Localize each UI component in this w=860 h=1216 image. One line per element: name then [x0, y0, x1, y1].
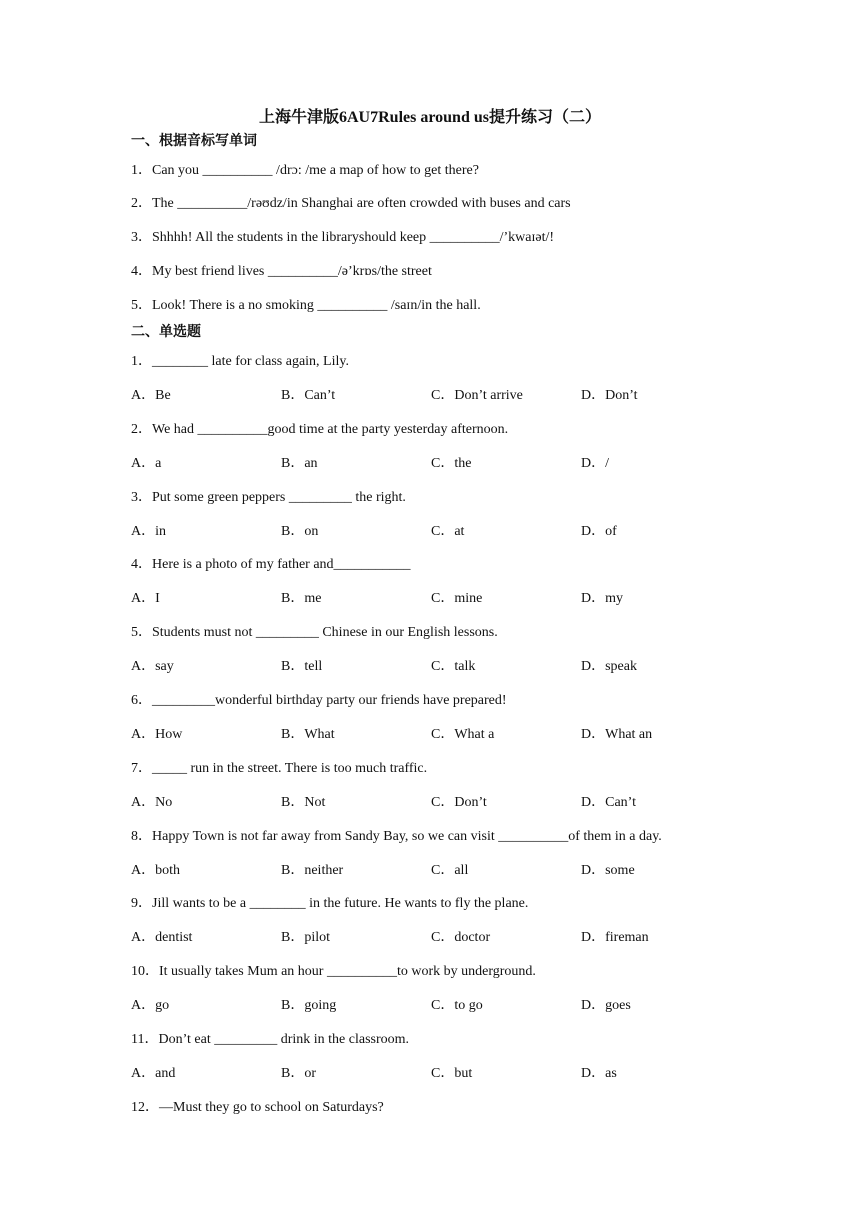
- answer-option: D．Can’t: [581, 794, 636, 810]
- answer-option: D．/: [581, 455, 609, 471]
- answer-option: D．What an: [581, 727, 653, 742]
- phonetic-item-4: 4．My best friend lives __________/ə’krɒs/the street: [131, 264, 432, 279]
- answer-option: B．tell: [281, 659, 323, 675]
- page-title: 上海牛津版6AU7Rules around us提升练习（二）: [259, 109, 601, 126]
- answer-option: B．an: [281, 455, 318, 471]
- answer-option: A．Be: [131, 388, 171, 403]
- answer-option: A．No: [131, 794, 173, 810]
- answer-option: B．Can’t: [281, 388, 336, 403]
- answer-option: D．speak: [581, 659, 637, 675]
- question-text: 8．Happy Town is not far away from Sandy Bay, so we can visit __________of them in a day.: [131, 828, 662, 844]
- question-text: 7．_____ run in the street. There is too much traffic.: [131, 760, 428, 776]
- answer-option: B．me: [281, 591, 322, 607]
- answer-option: C．doctor: [431, 930, 491, 946]
- phonetic-item-3: 3．Shhhh! All the students in the libraryshould keep __________/’kwaɪət/!: [131, 230, 555, 245]
- answer-option: A．dentist: [131, 930, 193, 946]
- answer-option: C．talk: [431, 659, 476, 675]
- answer-option: D．as: [581, 1066, 617, 1081]
- answer-option: C．What a: [431, 727, 495, 742]
- question-text: 9．Jill wants to be a ________ in the future. He wants to fly the plane.: [131, 896, 529, 912]
- question-text: 11．Don’t eat _________ drink in the classroom.: [131, 1032, 410, 1047]
- answer-option: A．go: [131, 998, 170, 1014]
- question-text: 5．Students must not _________ Chinese in our English lessons.: [131, 625, 498, 641]
- section-heading-phonetics: 一、根据音标写单词: [131, 133, 257, 149]
- answer-option: D．some: [581, 862, 635, 878]
- answer-option: C．Don’t arrive: [431, 388, 523, 403]
- answer-option: C．to go: [431, 998, 483, 1014]
- answer-option: C．Don’t: [431, 794, 487, 810]
- phonetic-item-1: 1．Can you __________ /drɔ: /me a map of how to get there?: [131, 163, 479, 178]
- answer-option: A．a: [131, 455, 162, 471]
- answer-option: B．Not: [281, 794, 326, 810]
- answer-option: A．both: [131, 862, 180, 878]
- question-text: 3．Put some green peppers _________ the right.: [131, 489, 406, 505]
- answer-option: C．at: [431, 523, 465, 539]
- question-text: 2．We had __________good time at the party yesterday afternoon.: [131, 421, 509, 437]
- answer-option: A．How: [131, 727, 183, 742]
- answer-option: D．goes: [581, 998, 631, 1014]
- answer-option: A．and: [131, 1066, 176, 1081]
- answer-option: D．my: [581, 591, 623, 607]
- question-text: 12．—Must they go to school on Saturdays?: [131, 1099, 384, 1115]
- section-heading-choice: 二、单选题: [131, 324, 201, 340]
- answer-option: C．the: [431, 455, 472, 471]
- phonetic-item-2: 2．The __________/rəʊdz/in Shanghai are often crowded with buses and cars: [131, 196, 571, 211]
- answer-option: C．mine: [431, 591, 483, 607]
- answer-option: B．or: [281, 1066, 316, 1081]
- answer-option: D．of: [581, 523, 617, 539]
- answer-option: B．going: [281, 998, 337, 1014]
- phonetic-item-5: 5．Look! There is a no smoking __________ /saɪn/in the hall.: [131, 298, 481, 313]
- question-text: 1．________ late for class again, Lily.: [131, 354, 349, 369]
- answer-option: B．What: [281, 727, 335, 742]
- question-text: 6．_________wonderful birthday party our friends have prepared!: [131, 693, 507, 708]
- answer-option: C．but: [431, 1066, 473, 1081]
- question-text: 10．It usually takes Mum an hour __________to work by underground.: [131, 964, 536, 980]
- question-text: 4．Here is a photo of my father and___________: [131, 557, 411, 573]
- answer-option: D．fireman: [581, 930, 649, 946]
- answer-option: C．all: [431, 862, 469, 878]
- answer-option: B．pilot: [281, 930, 331, 946]
- answer-option: A．say: [131, 659, 174, 675]
- answer-option: A．in: [131, 523, 166, 539]
- answer-option: B．on: [281, 523, 319, 539]
- answer-option: D．Don’t: [581, 388, 638, 403]
- answer-option: A．I: [131, 591, 160, 607]
- answer-option: B．neither: [281, 862, 344, 878]
